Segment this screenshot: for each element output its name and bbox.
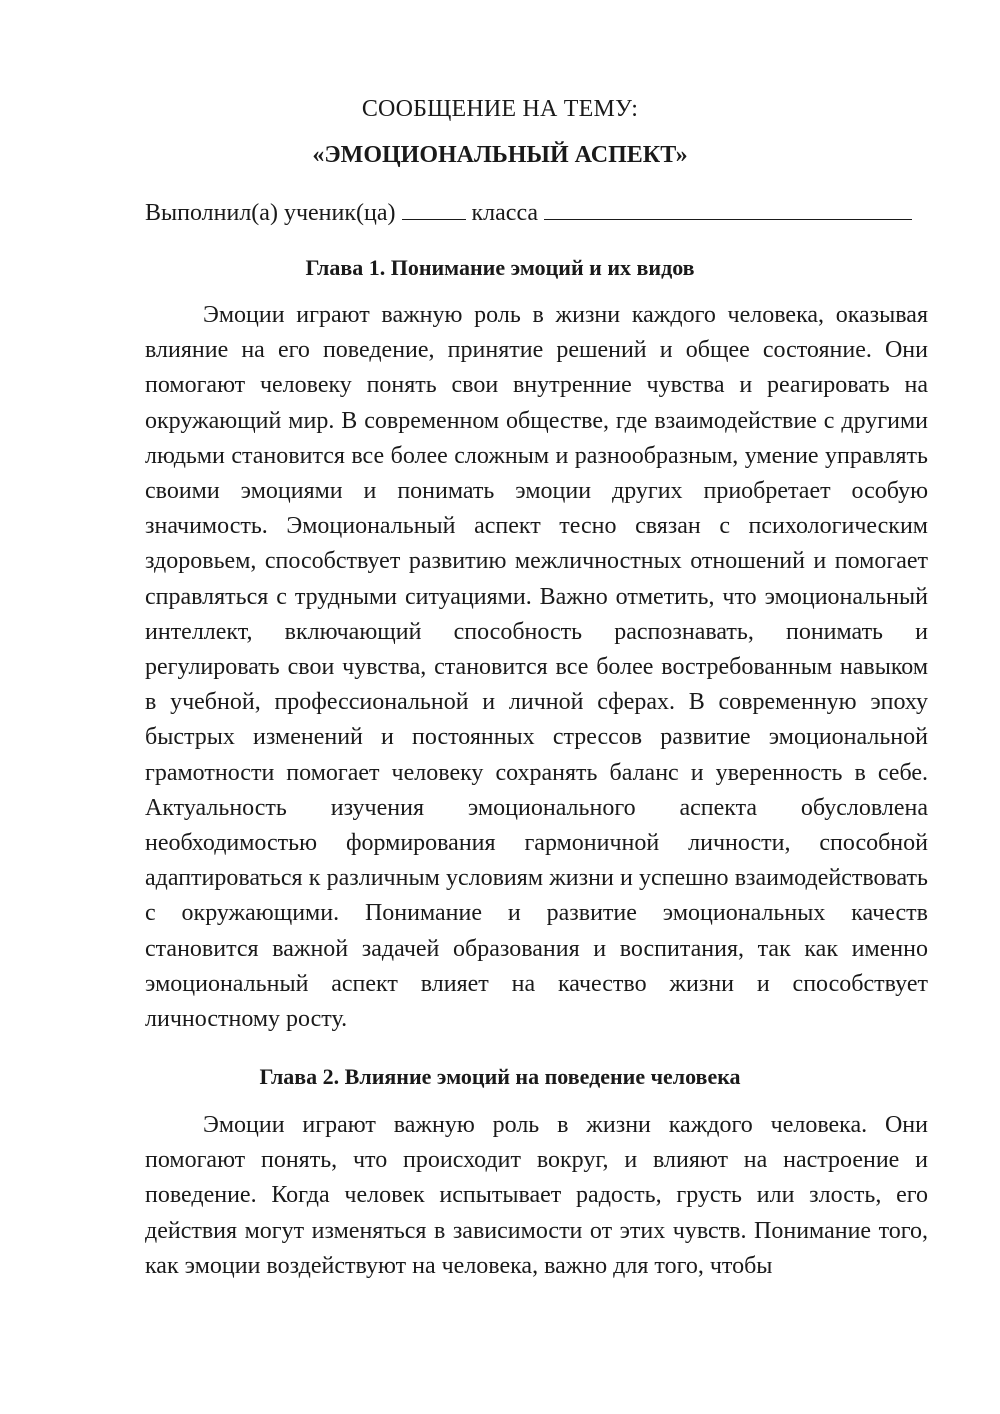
author-line (145, 193, 912, 231)
document-title-line2: «ЭМОЦИОНАЛЬНЫЙ АСПЕКТ» (312, 142, 688, 168)
document-title-line1: СООБЩЕНИЕ НА ТЕМУ: (361, 96, 639, 122)
chapter-1-paragraph: Эмоции играют важную роль в жизни каждого человека, оказывая влияние на его поведение, принятие решений и общее состояние. Они помогают человеку понять свои внутренние чувства и реагировать на окружающий мир. В современном обществе, где взаимодействие с другими людьми становится все более сложным и разнообразным, умение управлять своими эмоциями и понимать эмоции других приобретает особую значимость. Эмоциональный аспект тесно связан с психологическим здоровьем, способствует развитию межличностных отношений и помогает справляться с трудными ситуациями. Важно отметить, что эмоциональный интеллект, включающий способность распознавать, понимать и регулировать свои чувства, становится все более востребованным навыком в учебной, профессиональной и личной сферах. В современную эпоху быстрых изменений и постоянных стрессов развитие эмоциональной грамотности помогает человеку сохранять баланс и уверенность в себе. Актуальность изучения эмоционального аспекта обусловлена необходимостью формирования гармоничной личности, способной адаптироваться к различным условиям жизни и успешно взаимодействовать с окружающими. Понимание и развитие эмоциональных качеств становится важной задачей образования и воспитания, так как именно эмоциональный аспект влияет на качество жизни и способствует личностному росту. (145, 302, 928, 1033)
grade-blank (402, 193, 466, 220)
author-class-label: класса (471, 200, 539, 226)
chapter-2-paragraph: Эмоции играют важную роль в жизни каждого человека. Они помогают понять, что происходит вокруг, и влияют на настроение и поведение. Когда человек испытывает радость, грусть или злость, его действия могут изменяться в зависимости от этих чувств. Понимание того, как эмоции воздействуют на человека, важно для того, чтобы (145, 1112, 928, 1279)
name-blank (544, 193, 912, 220)
chapter-1-heading: Глава 1. Понимание эмоций и их видов (305, 255, 695, 280)
chapter-2-heading: Глава 2. Влияние эмоций на поведение человека (259, 1064, 741, 1089)
author-prefix: Выполнил(а) ученик(ца) (145, 200, 396, 226)
